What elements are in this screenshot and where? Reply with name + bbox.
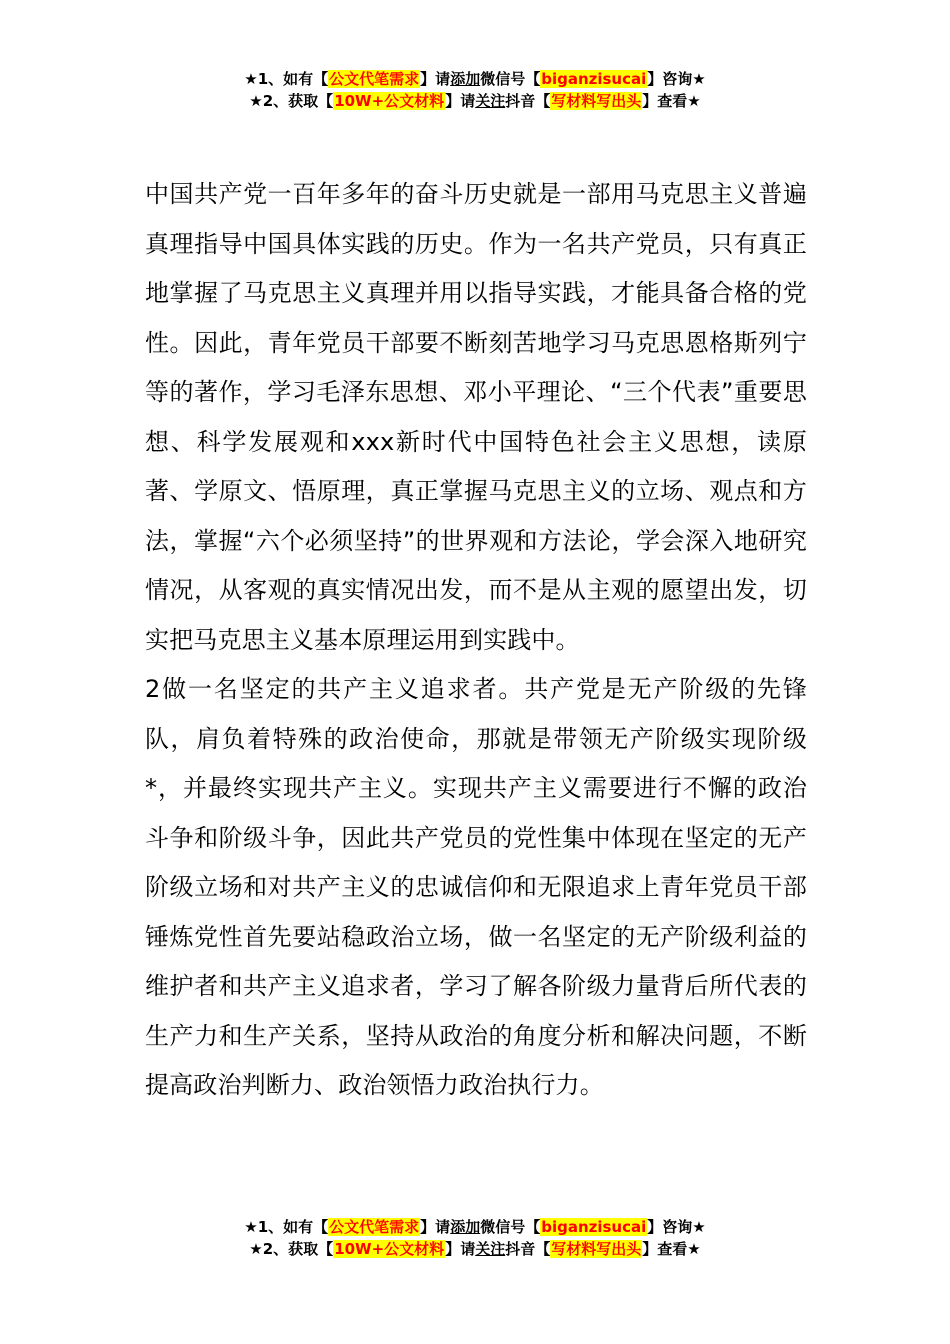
footer-banner — [0, 1216, 950, 1260]
highlight-materials: 10W+公文材料 — [334, 92, 445, 110]
highlight-ghostwriting: 公文代笔需求 — [329, 70, 420, 88]
header-banner — [0, 68, 950, 112]
highlight-ghostwriting: 公文代笔需求 — [329, 1218, 420, 1236]
highlight-douyin: 写材料写出头 — [551, 1240, 642, 1258]
banner-line-2: ★2、获取【10W+公文材料】请关注抖音【写材料写出头】查看★ — [249, 92, 701, 110]
highlight-wechat-id: biganzisucai — [541, 1218, 647, 1236]
highlight-wechat-id: biganzisucai — [541, 70, 647, 88]
banner-line-1: ★1、如有【公文代笔需求】请添加微信号【biganzisucai】咨询★ — [244, 1218, 706, 1236]
banner-line-2: ★2、获取【10W+公文材料】请关注抖音【写材料写出头】查看★ — [249, 1240, 701, 1258]
paragraph-2: 2做一名坚定的共产主义追求者。共产党是无产阶级的先锋队，肩负着特殊的政治使命，那就是带领无产阶级实现阶级*，并最终实现共产主义。实现共产主义需要进行不懈的政治斗争和阶级斗争，因此共产党员的党性集中体现在坚定的无产阶级立场和对共产主义的忠诚信仰和无限追求上青年党员干部锤炼党性首先要站稳政治立场，做一名坚定的无产阶级利益的维护者和共产主义追求者，学习了解各阶级力量背后所代表的生产力和生产关系，坚持从政治的角度分析和解决问题，不断提高政治判断力、政治领悟力政治执行力。 — [145, 675, 807, 1099]
highlight-douyin: 写材料写出头 — [551, 92, 642, 110]
banner-line-1: ★1、如有【公文代笔需求】请添加微信号【biganzisucai】咨询★ — [244, 70, 706, 88]
paragraph-1: 中国共产党一百年多年的奋斗历史就是一部用马克思主义普遍真理指导中国具体实践的历史。作为一名共产党员，只有真正地掌握了马克思主义真理并用以指导实践，才能具备合格的党性。因此，青年党员干部要不断刻苦地学习马克思恩格斯列宁等的著作，学习毛泽东思想、邓小平理论、“三个代表”重要思想、科学发展观和xxx新时代中国特色社会主义思想，读原著、学原文、悟原理，真正掌握马克思主义的立场、观点和方法，掌握“六个必须坚持”的世界观和方法论，学会深入地研究情况，从客观的真实情况出发，而不是从主观的愿望出发，切实把马克思主义基本原理运用到实践中。 — [145, 180, 807, 654]
highlight-materials: 10W+公文材料 — [334, 1240, 445, 1258]
document-body — [145, 170, 807, 1111]
